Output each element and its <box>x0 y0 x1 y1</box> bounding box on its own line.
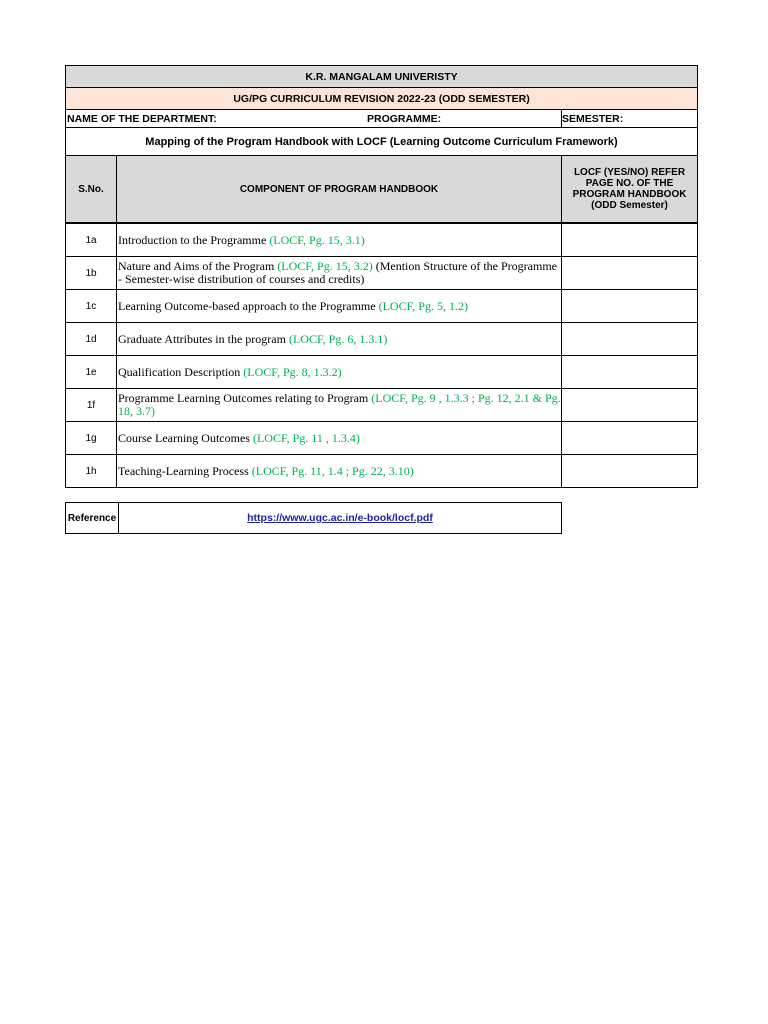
semester-label: SEMESTER: <box>562 110 698 128</box>
component-text: Introduction to the Programme <box>118 232 270 247</box>
row-locf-value[interactable] <box>562 323 698 356</box>
column-header-locf: LOCF (YES/NO) REFER PAGE NO. OF THE PROGRAM HANDBOOK (ODD Semester) <box>562 156 698 224</box>
row-sno: 1h <box>66 455 117 488</box>
row-component <box>117 257 562 290</box>
reference-link[interactable]: https://www.ugc.ac.in/e-book/locf.pdf <box>247 512 433 524</box>
component-text-suffix: (Mention Structure of the Programme - Semester-wise distribution of courses and credits) <box>118 259 557 286</box>
row-locf-value[interactable] <box>562 257 698 290</box>
table-row <box>66 356 698 389</box>
component-text: Programme Learning Outcomes relating to Program <box>118 391 372 405</box>
row-sno: 1c <box>66 290 117 323</box>
locf-reference: (LOCF, Pg. 15, 3.1) <box>269 232 365 247</box>
reference-cell <box>119 503 562 534</box>
locf-reference: (LOCF, Pg. 9 , 1.3.3 ; Pg. 12, 2.1 & Pg. 18, 3.7) <box>118 391 561 418</box>
row-locf-value[interactable] <box>562 422 698 455</box>
table-row <box>66 223 698 257</box>
locf-reference: (LOCF, Pg. 15, 3.2) <box>277 259 373 273</box>
row-component <box>117 455 562 488</box>
row-component <box>117 389 562 422</box>
row-locf-value[interactable] <box>562 223 698 257</box>
mapping-title: Mapping of the Program Handbook with LOCF (Learning Outcome Curriculum Framework) <box>66 128 698 156</box>
row-sno: 1b <box>66 257 117 290</box>
table-body <box>66 223 698 488</box>
university-title: K.R. MANGALAM UNIVERISTY <box>66 66 698 88</box>
row-sno: 1e <box>66 356 117 389</box>
table-row <box>66 323 698 356</box>
locf-reference: (LOCF, Pg. 8, 1.3.2) <box>243 364 342 379</box>
component-text: Learning Outcome-based approach to the Programme <box>118 298 379 313</box>
locf-reference: (LOCF, Pg. 11, 1.4 ; Pg. 22, 3.10) <box>251 463 414 478</box>
component-text: Qualification Description <box>118 364 244 379</box>
component-text: Course Learning Outcomes <box>118 430 253 445</box>
table-row <box>66 290 698 323</box>
table-row <box>66 422 698 455</box>
row-sno: 1g <box>66 422 117 455</box>
row-sno: 1f <box>66 389 117 422</box>
reference-label: Reference <box>66 503 119 534</box>
reference-table <box>65 502 562 534</box>
column-header-sno: S.No. <box>66 156 117 224</box>
component-text: Graduate Attributes in the program <box>118 331 289 346</box>
component-text: Teaching-Learning Process <box>118 463 252 478</box>
programme-label: PROGRAMME: <box>367 112 442 125</box>
row-component <box>117 223 562 257</box>
row-locf-value[interactable] <box>562 389 698 422</box>
revision-title: UG/PG CURRICULUM REVISION 2022-23 (ODD SEMESTER) <box>66 88 698 110</box>
row-sno: 1d <box>66 323 117 356</box>
row-locf-value[interactable] <box>562 455 698 488</box>
component-text: Nature and Aims of the Program <box>118 259 278 273</box>
row-sno: 1a <box>66 223 117 257</box>
department-label: NAME OF THE DEPARTMENT: <box>67 112 217 125</box>
locf-reference: (LOCF, Pg. 6, 1.3.1) <box>288 331 388 346</box>
locf-mapping-table <box>65 65 698 488</box>
row-component <box>117 356 562 389</box>
table-row <box>66 257 698 290</box>
row-component <box>117 323 562 356</box>
meta-row <box>66 110 562 128</box>
locf-reference: (LOCF, Pg. 5, 1.2) <box>378 298 468 313</box>
row-component <box>117 422 562 455</box>
locf-reference: (LOCF, Pg. 11 , 1.3.4) <box>252 430 360 445</box>
table-row <box>66 455 698 488</box>
table-row <box>66 389 698 422</box>
column-header-component: COMPONENT OF PROGRAM HANDBOOK <box>117 156 562 224</box>
row-locf-value[interactable] <box>562 290 698 323</box>
row-component <box>117 290 562 323</box>
row-locf-value[interactable] <box>562 356 698 389</box>
